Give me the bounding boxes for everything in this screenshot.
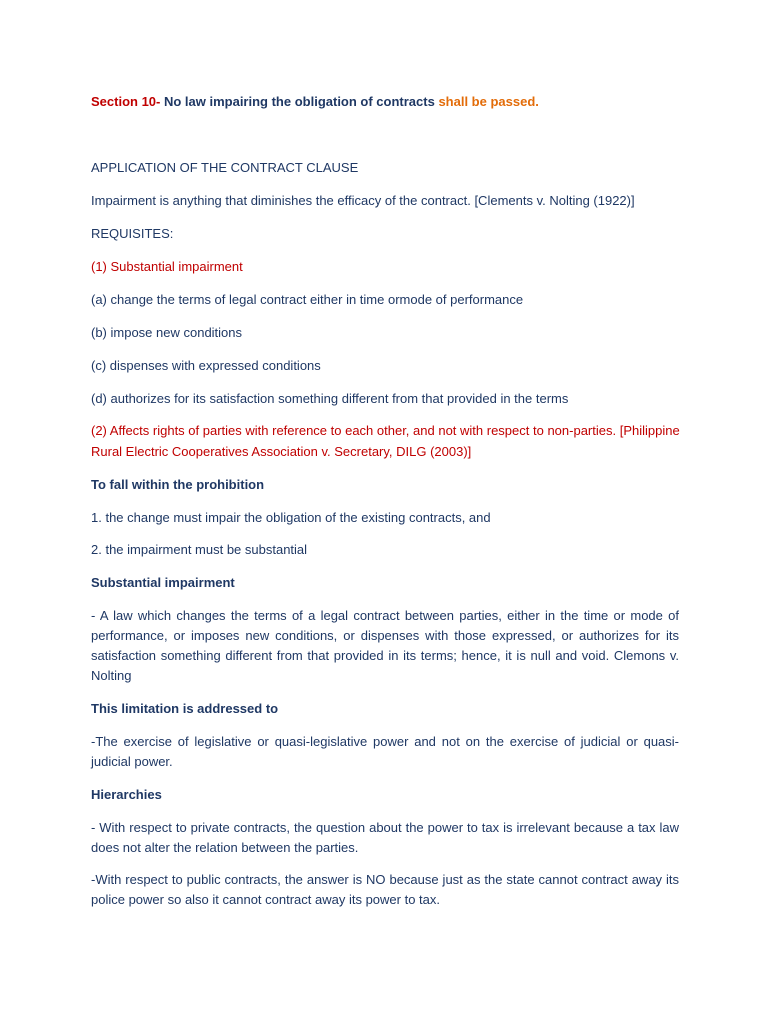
section-heading	[91, 94, 539, 110]
requisite-2-line-1: (2) Affects rights of parties with reference to each other, and not with respect to non-parties. [Philippine	[91, 423, 680, 438]
limitation-heading: This limitation is addressed to	[91, 701, 279, 716]
limitation-paragraph: -The exercise of legislative or quasi-legislative power and not on the exercise of judicial or quasi-judicial power.	[91, 734, 679, 769]
substantial-heading: Substantial impairment	[91, 575, 235, 590]
list-item-d: (d) authorizes for its satisfaction something different from that provided in the terms	[91, 391, 569, 406]
requisites-heading: REQUISITES:	[91, 226, 174, 241]
prohibition-item-2: 2. the impairment must be substantial	[91, 542, 308, 557]
prohibition-item-1: 1. the change must impair the obligation of the existing contracts, and	[91, 510, 491, 525]
list-item-a: (a) change the terms of legal contract either in time ormode of performance	[91, 292, 524, 307]
substantial-paragraph: - A law which changes the terms of a legal contract between parties, either in the time or mode of performance, or imposes new conditions, or dispenses with those expressed, or authorizes for its satisfaction something different from that provided in its terms; hence, it is null and void. Clemons v. Nolting	[91, 608, 679, 683]
list-item-b: (b) impose new conditions	[91, 325, 243, 340]
prohibition-heading: To fall within the prohibition	[91, 477, 265, 492]
requisite-2-line-2: Rural Electric Cooperatives Association v. Secretary, DILG (2003)]	[91, 444, 472, 459]
impairment-definition: Impairment is anything that diminishes the efficacy of the contract. [Clements v. Nolting (1922)]	[91, 193, 635, 208]
public-contracts-paragraph: -With respect to public contracts, the answer is NO because just as the state cannot contract away its police power so also it cannot contract away its power to tax.	[91, 872, 679, 907]
section-text: No law impairing the obligation of contracts	[160, 94, 439, 109]
list-item-c: (c) dispenses with expressed conditions	[91, 358, 321, 373]
section-emphasis: shall be passed.	[438, 94, 539, 109]
application-heading: APPLICATION OF THE CONTRACT CLAUSE	[91, 160, 359, 175]
requisite-1: (1) Substantial impairment	[91, 259, 243, 274]
section-label: Section 10-	[91, 94, 161, 109]
hierarchies-heading: Hierarchies	[91, 787, 162, 802]
private-contracts-paragraph: - With respect to private contracts, the question about the power to tax is irrelevant because a tax law does not alter the relation between the parties.	[91, 820, 679, 855]
